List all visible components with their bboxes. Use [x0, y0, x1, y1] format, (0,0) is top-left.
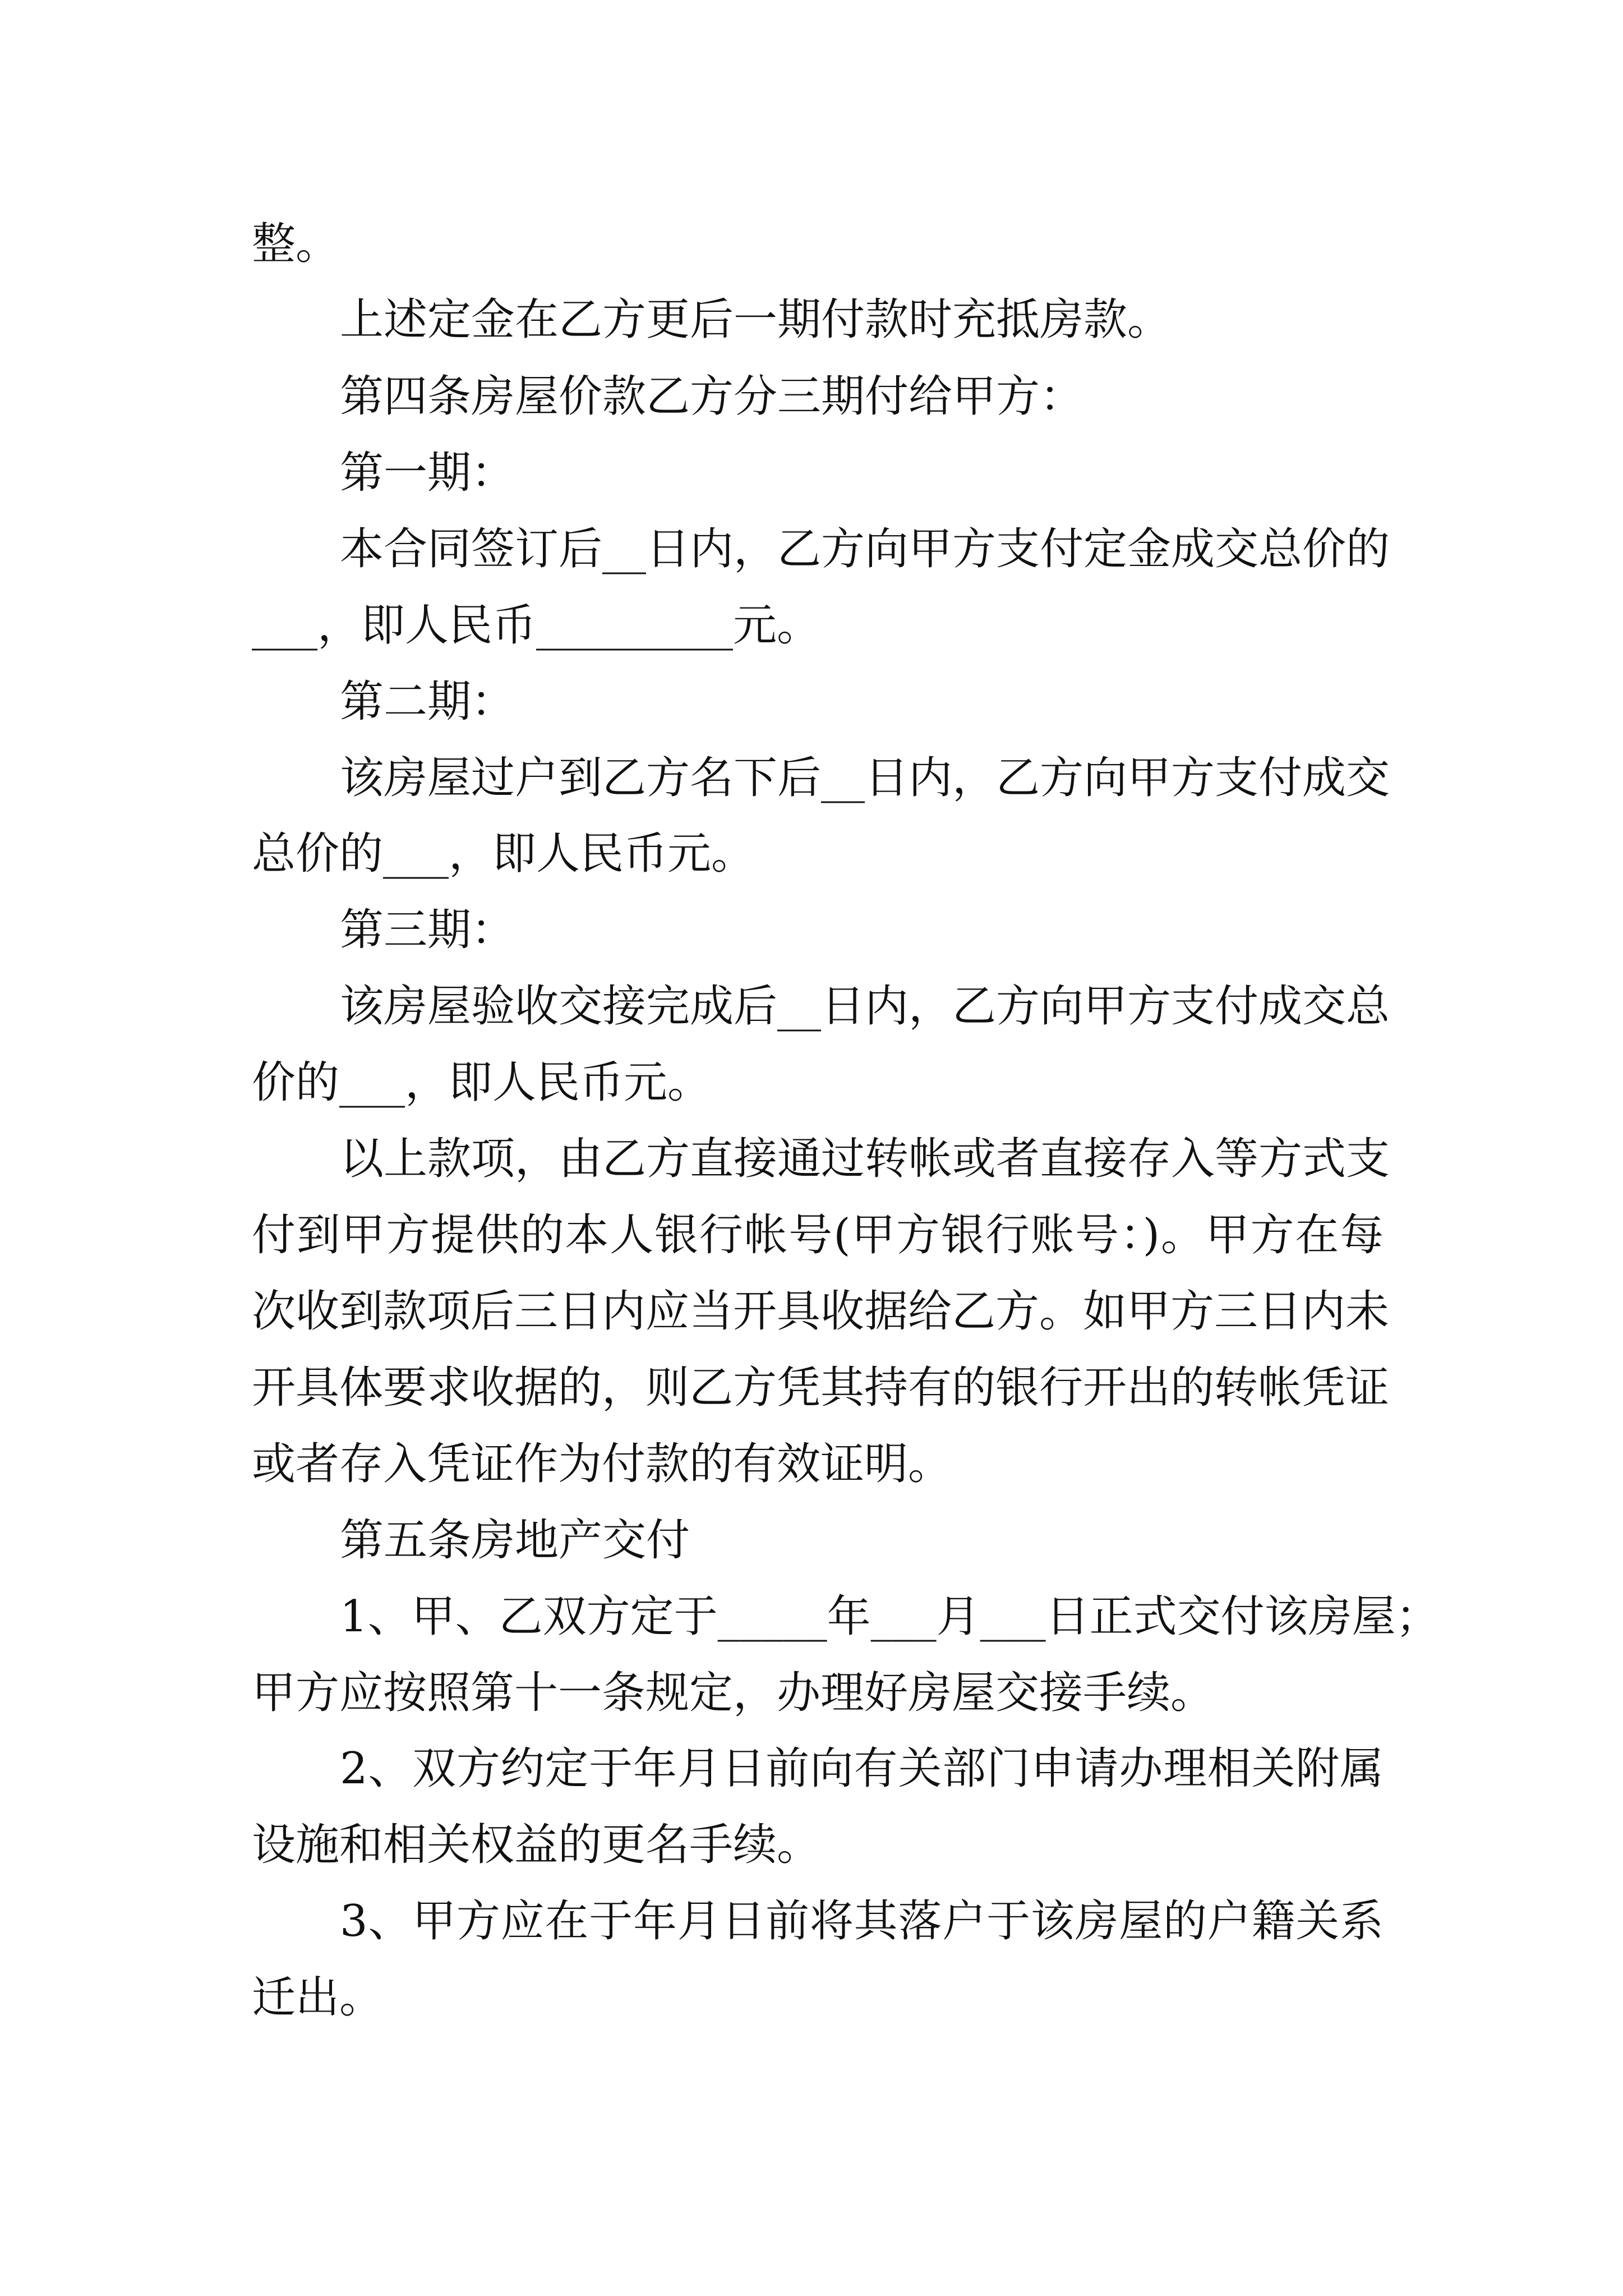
text-line: 甲方应按照第十一条规定，办理好房屋交接手续。: [252, 1668, 1215, 1718]
text-line: 3、甲方应在于年月日前将其落户于该房屋的户籍关系: [340, 1896, 1384, 1947]
text-line: 付到甲方提供的本人银行帐号(甲方银行账号：)。甲方在每: [252, 1210, 1384, 1260]
text-line: 1、甲、乙双方定于_____年___月___日正式交付该房屋；: [340, 1591, 1440, 1642]
article-heading: 第四条房屋价款乙方分三期付给甲方：: [340, 371, 1084, 422]
text-line: 次收到款项后三日内应当开具收据给乙方。如甲方三日内未: [252, 1286, 1390, 1337]
text-line: 以上款项，由乙方直接通过转帐或者直接存入等方式支: [340, 1134, 1390, 1184]
text-line: 2、双方约定于年月日前向有关部门申请办理相关附属: [340, 1743, 1384, 1794]
text-line: 开具体要求收据的，则乙方凭其持有的银行开出的转帐凭证: [252, 1363, 1390, 1413]
text-line: 本合同签订后__日内，乙方向甲方支付定金成交总价的: [340, 524, 1390, 574]
installment-heading: 第三期：: [340, 905, 515, 955]
article-heading: 第五条房地产交付: [340, 1515, 690, 1566]
text-line: 上述定金在乙方更后一期付款时充抵房款。: [340, 295, 1172, 345]
text-line: 设施和相关权益的更名手续。: [252, 1820, 821, 1870]
installment-heading: 第一期：: [340, 448, 515, 498]
text-line: 该房屋验收交接完成后__日内，乙方向甲方支付成交总: [340, 981, 1390, 1032]
installment-heading: 第二期：: [340, 677, 515, 727]
text-line: ___，即人民币_________元。: [252, 600, 821, 651]
text-line: 迁出。: [252, 1972, 384, 2023]
text-line: 或者存入凭证作为付款的有效证明。: [252, 1439, 952, 1489]
text-line: 价的___，即人民币元。: [252, 1057, 712, 1108]
text-line: 整。: [252, 219, 340, 269]
text-line: 总价的___，即人民币元。: [252, 829, 755, 879]
text-line: 该房屋过户到乙方名下后__日内，乙方向甲方支付成交: [340, 753, 1390, 803]
